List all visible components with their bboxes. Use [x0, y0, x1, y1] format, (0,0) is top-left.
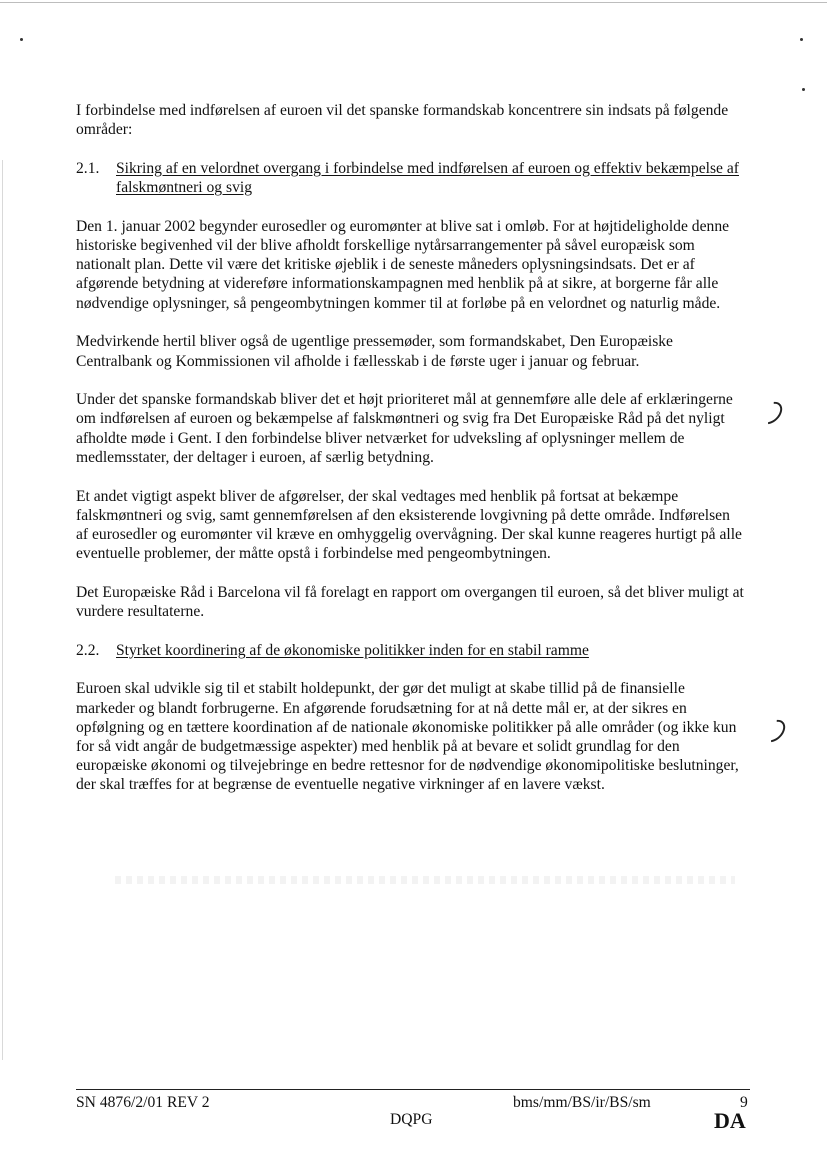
- section-title: Sikring af en velordnet overgang i forbindelse med indførelsen af euroen og effektiv bekæmpelse af falskmøntneri og svig: [116, 159, 739, 197]
- section-title: Styrket koordinering af de økonomiske politikker inden for en stabil ramme: [116, 641, 589, 659]
- paragraph-press-meetings: Medvirkende hertil bliver også de ugentlige pressemøder, som formandskabet, Den Europæiske Centralbank og Kommissionen vil afholde i fællesskab i de første uger i januar og februar.: [76, 333, 673, 370]
- paragraph-economic-coordination: Euroen skal udvikle sig til et stabilt holdepunkt, der gør det muligt at skabe tillid på de finansielle markeder og blandt forbrugerne. En afgørende forudsætning for at nå dette mål er, at der sikres en opfølgning og en tættere koordination af de nationale økonomiske politikker på alle områder (og ikke kun for så vidt angår de budgetmæssige aspekter) med henblik på at bevare et solidt grundlag for den europæiske økonomi og tilvejebringe en bedre rettesnor for de nødvendige økonomipolitiske beslutninger, der skal træffes for at begrænse de eventuelle negative virkninger af en lavere vækst.: [76, 680, 739, 794]
- document-body: [76, 101, 744, 814]
- hole-punch-mark: [758, 715, 789, 746]
- left-edge-line: [2, 160, 3, 1060]
- section-heading-2-2: [76, 641, 744, 660]
- author-initials: bms/mm/BS/ir/BS/sm: [513, 1094, 651, 1111]
- section-heading-2-1: [76, 159, 744, 197]
- scan-speck: [20, 38, 23, 41]
- paragraph-counterfeiting: Et andet vigtigt aspekt bliver de afgørelser, der skal vedtages med henblik på fortsat at bekæmpe falskmøntneri og svig, samt gennemførelsen af den eksisterende lovgivning på dette område. Indførelsen af eurosedler og euromønter vil kræve en omhyggelig overvågning. Der skal kunne reageres hurtigt på alle eventuelle problemer, der måtte opstå i forbindelse med pengeombytningen.: [76, 487, 742, 563]
- language-code: DA: [714, 1108, 746, 1133]
- paragraph-barcelona-report: Det Europæiske Råd i Barcelona vil få forelagt en rapport om overgangen til euroen, så det bliver muligt at vurdere resultaterne.: [76, 583, 744, 621]
- department-code: DQPG: [390, 1111, 433, 1128]
- scan-speck: [802, 88, 805, 91]
- paragraph-ghent-declarations: Under det spanske formandskab bliver det et højt prioriteret mål at gennemføre alle dele af erklæringerne om indførelsen af euroen og bekæmpelse af falskmøntneri og svig fra Det Europæiske Råd på det nyligt afholdte møde i Gent. I den forbindelse bliver netværket for udveksling af oplysninger mellem de medlemsstater, der deltager i euroen, af særlig betydning.: [76, 391, 733, 466]
- intro-paragraph: I forbindelse med indførelsen af euroen vil det spanske formandskab koncentrere sin indsats på følgende områder:: [76, 102, 729, 139]
- top-edge-line: [0, 2, 827, 3]
- footer-divider: [76, 1089, 750, 1090]
- page-number: 9: [740, 1094, 748, 1111]
- document-reference: SN 4876/2/01 REV 2: [76, 1094, 210, 1111]
- scan-speck: [800, 38, 803, 41]
- bleed-through-text: [115, 876, 735, 884]
- hole-punch-mark: [755, 397, 786, 428]
- section-number: 2.2.: [76, 641, 100, 659]
- section-number: 2.1.: [76, 159, 100, 177]
- paragraph-euro-launch: Den 1. januar 2002 begynder eurosedler og euromønter at blive sat i omløb. For at højtideligholde denne historiske begivenhed vil der blive afholdt forskellige nytårsarrangementer på såvel europæisk som nationalt plan. Dette vil være det kritiske øjeblik i de seneste måneders oplysningsindsats. Det er af afgørende betydning at videreføre informationskampagnen med henblik på at sikre, at borgerne får alle nødvendige oplysninger, så pengeombytningen kommer til at forløbe på en velordnet og naturlig måde.: [76, 217, 730, 312]
